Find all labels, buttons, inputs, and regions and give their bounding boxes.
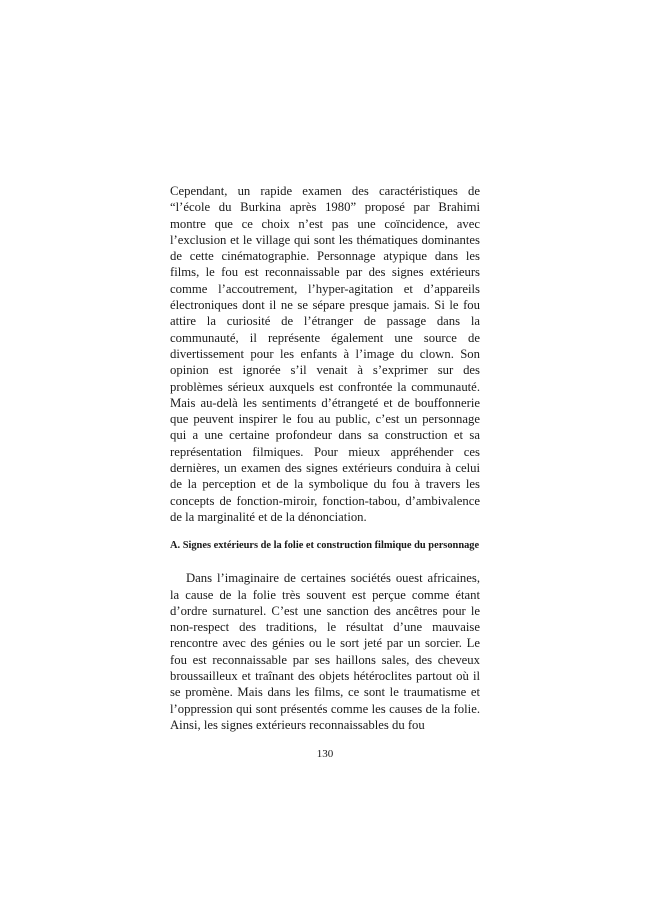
paragraph-signes-exterieurs: Dans l’imaginaire de certaines sociétés ouest africaines, la cause de la folie très souvent est perçue comme étant d’ordre surnaturel. C’est une sanction des ancêtres pour le non-respect des traditions, le résultat d’une mauvaise rencontre avec des génies ou le sort jeté par un sorcier. Le fou est reconnaissable par ses haillons sales, des cheveux broussailleux et traînant des objets hétéroclites partout où il se promène. Mais dans les films, ce sont le traumatisme et l’oppression qui sont présentés comme les causes de la folie. Ainsi, les signes extérieurs reconnaissables du fou: [170, 571, 480, 732]
body-text: [170, 183, 480, 733]
section-heading: A. Signes extérieurs de la folie et construction filmique du personnage: [170, 540, 480, 552]
paragraph-intro: Cependant, un rapide examen des caractéristiques de “l’école du Burkina après 1980” proposé par Brahimi montre que ce choix n’est pas une coïncidence, avec l’exclusion et le village qui sont les thématiques dominantes de cette cinématographie. Personnage atypique dans les films, le fou est reconnaissable par des signes extérieurs comme l’accoutrement, l’hyper-agitation et d’appareils électroniques dont il ne se sépare presque jamais. Si le fou attire la curiosité de l’étranger de passage dans la communauté, il représente également une source de divertissement pour les enfants à l’image du clown. Son opinion est ignorée s’il venait à s’exprimer sur des problèmes sérieux auxquels est confrontée la communauté. Mais au-delà les sentiments d’étrangeté et de bouffonnerie que peuvent inspirer le fou au public, c’est un personnage qui a une certaine profondeur dans sa construction et sa représentation filmiques. Pour mieux appréhender ces dernières, un examen des signes extérieurs conduira à celui de la perception et de la symbolique du fou à travers les concepts de fonction-miroir, fonction-tabou, d’ambivalence de la marginalité et de la dénonciation.: [170, 184, 480, 524]
page-number: 130: [316, 748, 334, 760]
